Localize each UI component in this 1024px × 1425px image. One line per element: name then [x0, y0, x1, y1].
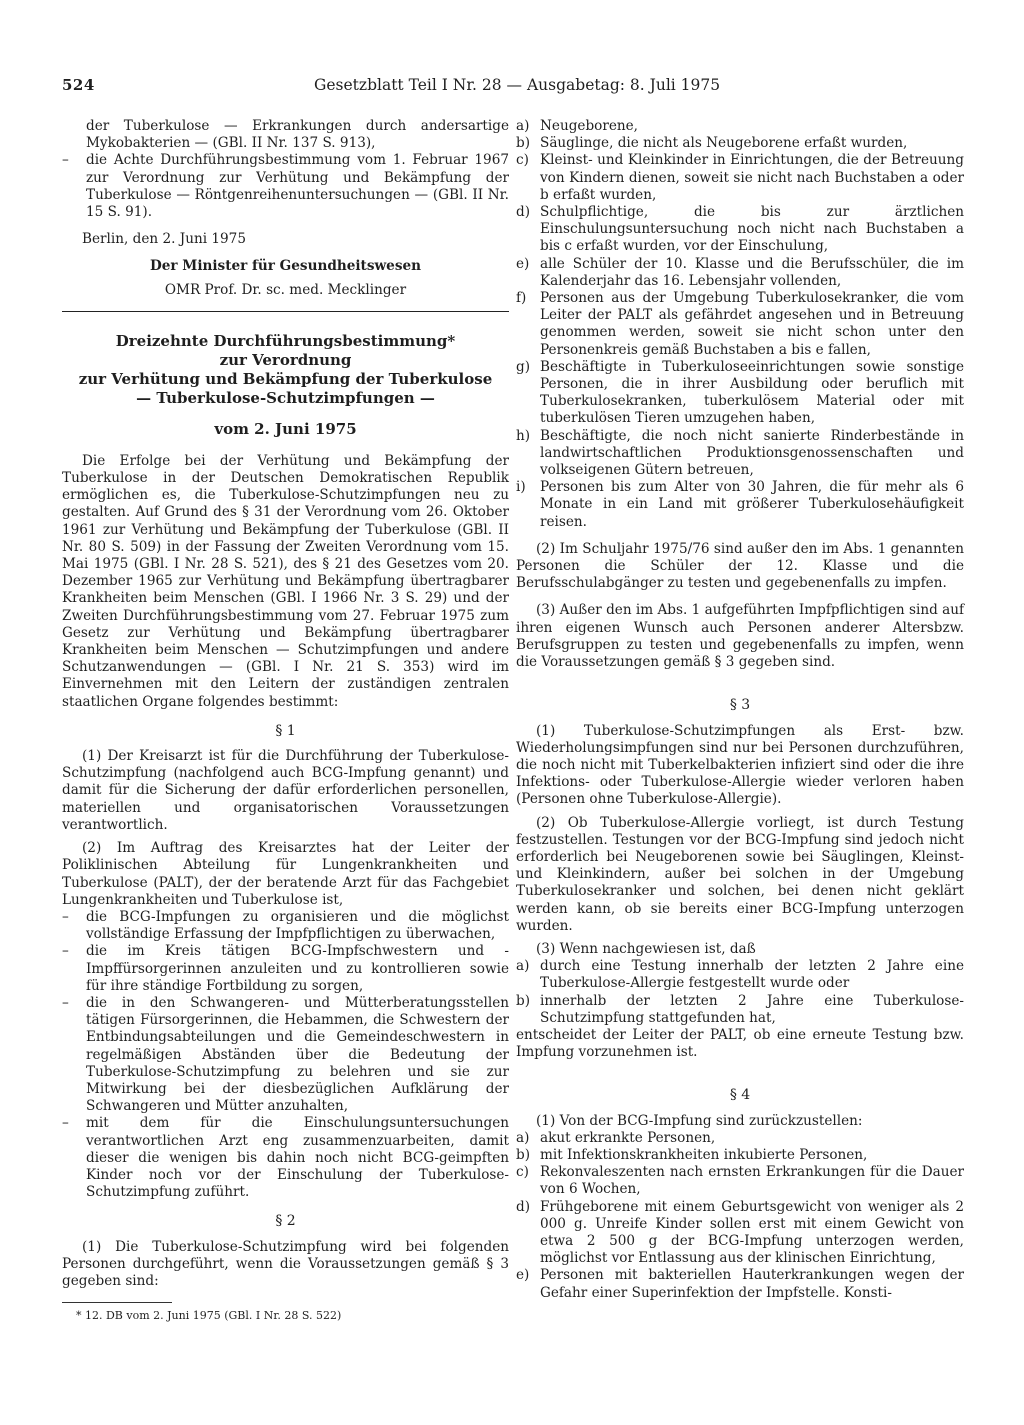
right-column [516, 118, 964, 1302]
item-label: b) [516, 135, 531, 152]
paragraph: (1) Tuberkulose-Schutzimpfungen als Erst- bzw. Wiederholungsimpfungen sind nur bei Personen durchzuführen, die noch nicht mit Tuberkelbakterien infiziert sind oder die ihre Infektions- oder Tuberkulose-Allergie wieder verloren haben (Personen ohne Tuberkulose-Allergie). [516, 722, 964, 808]
list-item [516, 135, 964, 152]
item-text: Frühgeborene mit einem Geburtsgewicht von weniger als 2 000 g. Unreife Kinder sollen erst mit einem Gewicht von etwa 2 500 g der BCG-Impfung unterzogen werden, möglichst vor Entlassung aus der klinischen Einrichtung, [540, 1198, 964, 1267]
item-label: e) [516, 255, 530, 272]
paragraph: entscheidet der Leiter der PALT, ob eine erneute Testung bzw. Impfung vorzunehmen ist. [516, 1026, 964, 1061]
list-item [62, 909, 509, 943]
item-label: d) [516, 1198, 531, 1215]
item-text: Schulpflichtige, die bis zur ärztlichen Einschulungsuntersuchung noch nicht nach Buchstaben a bis c erfaßt wurden, vor der Einschulung, [540, 204, 964, 255]
list-item-text: die im Kreis tätigen BCG-Impfschwestern und -Impffürsorgerinnen anzuleiten und zu kontrollieren sowie für ihre ständige Fortbildung zu sorgen, [86, 943, 509, 994]
item-label: a) [516, 1129, 530, 1146]
paragraph: (1) Die Tuberkulose-Schutzimpfung wird bei folgenden Personen durchgeführt, wenn die Voraussetzungen gemäß § 3 gegeben sind: [62, 1238, 509, 1289]
paragraph: (3) Wenn nachgewiesen ist, daß [536, 940, 756, 957]
page-header [62, 76, 962, 100]
item-label: c) [516, 152, 529, 169]
item-text: Rekonvaleszenten nach ernsten Erkrankungen für die Dauer von 6 Wochen, [540, 1164, 964, 1198]
paragraph: (2) Ob Tuberkulose-Allergie vorliegt, ist durch Testung festzustellen. Testungen vor der BCG-Impfung sind jedoch nicht erforderlich bei Neugeborenen sowie bei Säuglingen, Kleinst- und Kleinkindern, außer bei solchen in der Umgebung Tuberkulosekranker und solchen, bei denen nicht geklärt werden kann, ob sie bereits einer BCG-Impfung unterzogen wurden. [516, 814, 964, 934]
list-item [62, 152, 509, 221]
item-text: Personen mit bakteriellen Hauterkrankungen wegen der Gefahr einer Superinfektion der Impfstelle. Konsti- [540, 1267, 964, 1301]
list-item [516, 118, 964, 135]
dash-marker: – [62, 152, 69, 169]
footnote-divider [62, 1302, 172, 1303]
section-heading: § 1 [275, 722, 296, 739]
dash-marker: – [62, 908, 69, 925]
dash-marker: – [62, 994, 69, 1011]
paragraph: (2) Im Auftrag des Kreisarztes hat der Leiter der Poliklinischen Abteilung für Lungenkrankheiten und Tuberkulose (PALT), der der beratende Arzt für das Fachgebiet Lungenkrankheiten und Tuberkulose ist, [62, 840, 509, 908]
item-text: Personen bis zum Alter von 30 Jahren, die für mehr als 6 Monate in ein Land mit größerer Tuberkulosehäufigkeit reisen. [540, 479, 964, 530]
item-label: h) [516, 427, 531, 444]
item-text: Beschäftigte, die noch nicht sanierte Rinderbestände in landwirtschaftlichen Produktionsgenossenschaften und volkseigenen Gütern betreuen, [540, 427, 964, 479]
paragraph: (1) Der Kreisarzt ist für die Durchführung der Tuberkulose-Schutzimpfung (nachfolgend auch BCG-Impfung genannt) und damit für die Sicherung der dafür erforderlichen personellen, materiellen und organisatorischen Voraussetzungen verantwortlich. [62, 748, 509, 833]
list-item [516, 1147, 964, 1164]
list-item [516, 256, 964, 290]
list-item-text: die in den Schwangeren- und Mütterberatungsstellen tätigen Fürsorgerinnen, die Hebammen, die Schwestern der Entbindungsabteilungen und die Gemeindeschwestern in regelmäßigen Abständen über die Bedeutung der Tuberkulose-Schutzimpfung zu belehren und sie zur Mitwirkung bei der diesbezüglichen Aufklärung der Schwangeren und Mütter anzuhalten, [86, 994, 509, 1115]
list-item [516, 152, 964, 204]
item-label: d) [516, 204, 531, 221]
item-text: innerhalb der letzten 2 Jahre eine Tuberkulose-Schutzimpfung stattgefunden hat, [540, 992, 964, 1026]
list-item [516, 428, 964, 480]
item-text: mit Infektionskrankheiten inkubierte Personen, [540, 1146, 868, 1163]
item-text: Kleinst- und Kleinkinder in Einrichtungen, die der Betreuung von Kindern dienen, soweit sie nicht nach Buchstaben a oder b erfaßt wurden, [540, 152, 964, 203]
regulation-title [62, 332, 509, 439]
minister-signature: OMR Prof. Dr. sc. med. Mecklinger [164, 281, 407, 298]
dash-marker: – [62, 1115, 69, 1132]
section-heading: § 2 [275, 1213, 296, 1230]
left-column [62, 118, 509, 1323]
list-item [62, 995, 509, 1115]
list-item [62, 1115, 509, 1201]
list-item [516, 993, 964, 1027]
paragraph: (1) Von der BCG-Impfung sind zurückzustellen: [536, 1112, 863, 1129]
list-item-text: die Achte Durchführungsbestimmung vom 1. Februar 1967 zur Verordnung zur Verhütung und Bekämpfung der Tuberkulose — Röntgenreihenuntersuchungen — (GBl. II Nr. 15 S. 91). [86, 152, 509, 221]
item-label: f) [516, 290, 527, 307]
list-item [516, 1199, 964, 1268]
page-number: 524 [62, 76, 95, 94]
item-label: b) [516, 1146, 531, 1163]
minister-title: Der Minister für Gesundheitswesen [149, 258, 422, 275]
item-label: i) [516, 479, 526, 496]
preamble: Die Erfolge bei der Verhütung und Bekämpfung der Tuberkulose in der Deutschen Demokratischen Republik ermöglichen es, die Tuberkulose-Schutzimpfungen neu zu gestalten. Auf Grund des § 31 der Verordnung vom 26. Oktober 1961 zur Verhütung und Bekämpfung der Tuberkulose (GBl. II Nr. 80 S. 509) in der Fassung der Zweiten Verordnung vom 15. Mai 1975 (GBl. I Nr. 28 S. 521), des § 21 des Gesetzes vom 20. Dezember 1965 zur Verhütung und Bekämpfung übertragbarer Krankheiten beim Menschen (GBl. I 1966 Nr. 3 S. 29) und der Zweiten Durchführungsbestimmung vom 27. Februar 1975 zum Gesetz zur Verhütung und Bekämpfung übertragbarer Krankheiten beim Menschen — Schutzimpfungen und andere Schutzanwendungen — (GBl. I Nr. 21 S. 353) wird im Einvernehmen mit den Leitern der zuständigen zentralen staatlichen Organe folgendes bestimmt: [62, 452, 509, 710]
list-item-text: mit dem für die Einschulungsuntersuchungen verantwortlichen Arzt eng zusammenzuarbeiten, damit dieser die wenigen bis dahin noch nicht BCG-geimpften Kinder noch vor der Einschulung der Tuberkulose-Schutzimpfung zuführt. [86, 1115, 509, 1201]
item-label: b) [516, 992, 531, 1009]
section-heading: § 4 [729, 1087, 751, 1104]
item-text: Beschäftigte in Tuberkuloseeinrichtungen sowie sonstige Personen, die in ihrer Ausbildung oder beruflich mit Tuberkulosekranken, tuberkulösem Material oder mit tuberkulösen Tieren umzugehen haben, [540, 358, 964, 427]
item-label: e) [516, 1267, 530, 1284]
list-item [516, 958, 964, 992]
list-item [516, 204, 964, 256]
item-text: Personen aus der Umgebung Tuberkulosekranker, die vom Leiter der PALT als gefährdet angesehen und in Betreuung genommen werden, soweit sie nicht schon unter den Personenkreis gemäß Buchstaben a bis e fallen, [540, 290, 964, 358]
list-item [516, 1130, 964, 1147]
item-text: akut erkrankte Personen, [540, 1129, 716, 1146]
title-line-1: Dreizehnte Durchführungsbestimmung* [115, 331, 456, 350]
item-label: g) [516, 358, 531, 375]
item-text: Säuglinge, die nicht als Neugeborene erfaßt wurden, [540, 135, 908, 152]
list-item [516, 290, 964, 359]
title-line-3: zur Verhütung und Bekämpfung der Tuberkulose [78, 369, 493, 388]
list-item-text: die BCG-Impfungen zu organisieren und die möglichst vollständige Erfassung der Impfpflichtigen zu überwachen, [86, 908, 509, 943]
list-item [516, 479, 964, 531]
list-item [516, 1267, 964, 1301]
section-divider [62, 311, 509, 312]
dash-marker: – [62, 943, 69, 960]
continued-text: der Tuberkulose — Erkrankungen durch andersartige Mykobakterien — (GBl. II Nr. 137 S. 913), [86, 118, 509, 152]
item-text: Neugeborene, [540, 118, 638, 134]
paragraph: (3) Außer den im Abs. 1 aufgeführten Impfpflichtigen sind auf ihren eigenen Wunsch auch Personen anderer Altersbzw. Berufsgruppen zu testen und gegebenenfalls zu impfen, wenn die Voraussetzungen gemäß § 3 gegeben sind. [516, 602, 964, 671]
footnote: * 12. DB vom 2. Juni 1975 (GBl. I Nr. 28 S. 522) [76, 1309, 342, 1323]
item-label: a) [516, 958, 530, 975]
paragraph: (2) Im Schuljahr 1975/76 sind außer den im Abs. 1 genannten Personen die Schüler der 12. Klasse und die Berufsschulabgänger zu testen und gegebenenfalls zu impfen. [516, 540, 964, 592]
item-label: c) [516, 1164, 529, 1181]
running-title: Gesetzblatt Teil I Nr. 28 — Ausgabetag: 8. Juli 1975 [314, 76, 721, 94]
item-text: durch eine Testung innerhalb der letzten 2 Jahre eine Tuberkulose-Allergie festgestellt wurde oder [540, 958, 964, 992]
list-item [62, 943, 509, 995]
item-text: alle Schüler der 10. Klasse und die Berufsschüler, die im Kalenderjahr das 16. Lebensjahr vollenden, [540, 255, 964, 289]
title-line-4: — Tuberkulose-Schutzimpfungen — [136, 388, 435, 407]
item-label: a) [516, 118, 530, 134]
section-heading: § 3 [729, 697, 751, 714]
list-item [516, 359, 964, 428]
regulation-date: vom 2. Juni 1975 [214, 419, 357, 438]
title-line-2: zur Verordnung [219, 350, 352, 369]
list-item [516, 1164, 964, 1198]
place-date: Berlin, den 2. Juni 1975 [82, 231, 246, 248]
